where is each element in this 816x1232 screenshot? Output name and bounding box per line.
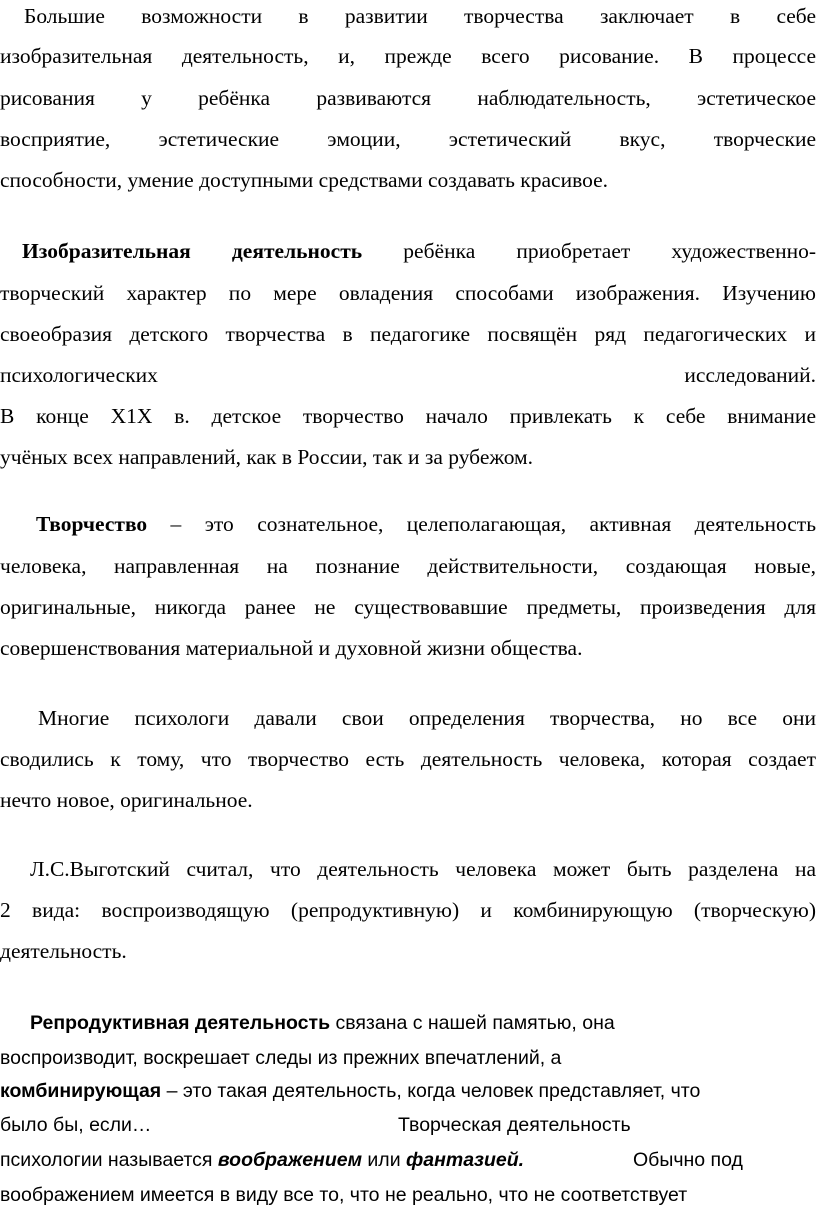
text-span: было бы, если… (0, 1114, 152, 1136)
text-line: человека, направленная на познание действительности, создающая новые, (0, 554, 816, 578)
text-span: связана с нашей памятью, она (330, 1012, 615, 1034)
text-line: В конце Х1Х в. детское творчество начало привлекать к себе внимание (0, 404, 816, 428)
text-line: Многие психологи давали свои определения творчества, но все они (38, 706, 816, 730)
text-span: ребёнка приобретает художественно- (362, 239, 816, 263)
text-line: 2 вида: воспроизводящую (репродуктивную) и комбинирующую (творческую) (0, 898, 816, 922)
text-line: оригинальные, никогда ранее не существовавшие предметы, произведения для (0, 595, 816, 619)
text-line: изобразительная деятельность, и, прежде всего рисование. В процессе (0, 44, 816, 68)
text-line: Л.С.Выготский считал, что деятельность человека может быть разделена на (30, 857, 816, 881)
text-line: воспроизводит, воскрешает следы из прежних впечатлений, а (0, 1047, 562, 1069)
text-span: исследований. (684, 363, 816, 387)
text-line (0, 512, 816, 537)
text-line: восприятие, эстетические эмоции, эстетический вкус, творческие (0, 127, 816, 151)
text-line (0, 1080, 816, 1103)
text-line (0, 1012, 816, 1035)
text-line: своеобразия детского творчества в педагогике посвящён ряд педагогических и (0, 322, 816, 346)
text-span: Обычно под (633, 1149, 743, 1171)
bold-term: комбинирующая (0, 1080, 162, 1102)
text-line: творческий характер по мере овладения способами изображения. Изучению (0, 281, 816, 305)
text-line: совершенствования материальной и духовной жизни общества. (0, 636, 583, 660)
text-span: – это такая деятельность, когда человек представляет, что (161, 1080, 701, 1102)
text-line: способности, умение доступными средствами создавать красивое. (0, 168, 609, 192)
bold-term: Репродуктивная деятельность (30, 1012, 331, 1034)
bold-term: Творчество (36, 512, 148, 536)
text-span: – это сознательное, целеполагающая, активная деятельность (147, 512, 816, 536)
text-span: психологических (0, 363, 158, 387)
bold-term: Изобразительная деятельность (22, 239, 363, 263)
text-line: воображением имеется в виду все то, что не реально, что не соответствует (0, 1184, 688, 1206)
text-line: Большие возможности в развитии творчества заключает в себе (24, 4, 816, 28)
text-span: психологии называется (0, 1149, 218, 1171)
text-span: или (362, 1149, 406, 1171)
bold-italic-term: фантазией. (406, 1149, 525, 1171)
text-line: сводились к тому, что творчество есть деятельность человека, которая создает (0, 747, 816, 771)
text-line: рисования у ребёнка развиваются наблюдательность, эстетическое (0, 86, 816, 110)
text-span: Творческая деятельность (398, 1114, 631, 1136)
text-line: нечто новое, оригинальное. (0, 788, 253, 812)
text-line (0, 239, 816, 264)
text-line: деятельность. (0, 939, 127, 963)
bold-italic-term: воображением (217, 1149, 362, 1171)
text-line: учёных всех направлений, как в России, так и за рубежом. (0, 445, 534, 469)
